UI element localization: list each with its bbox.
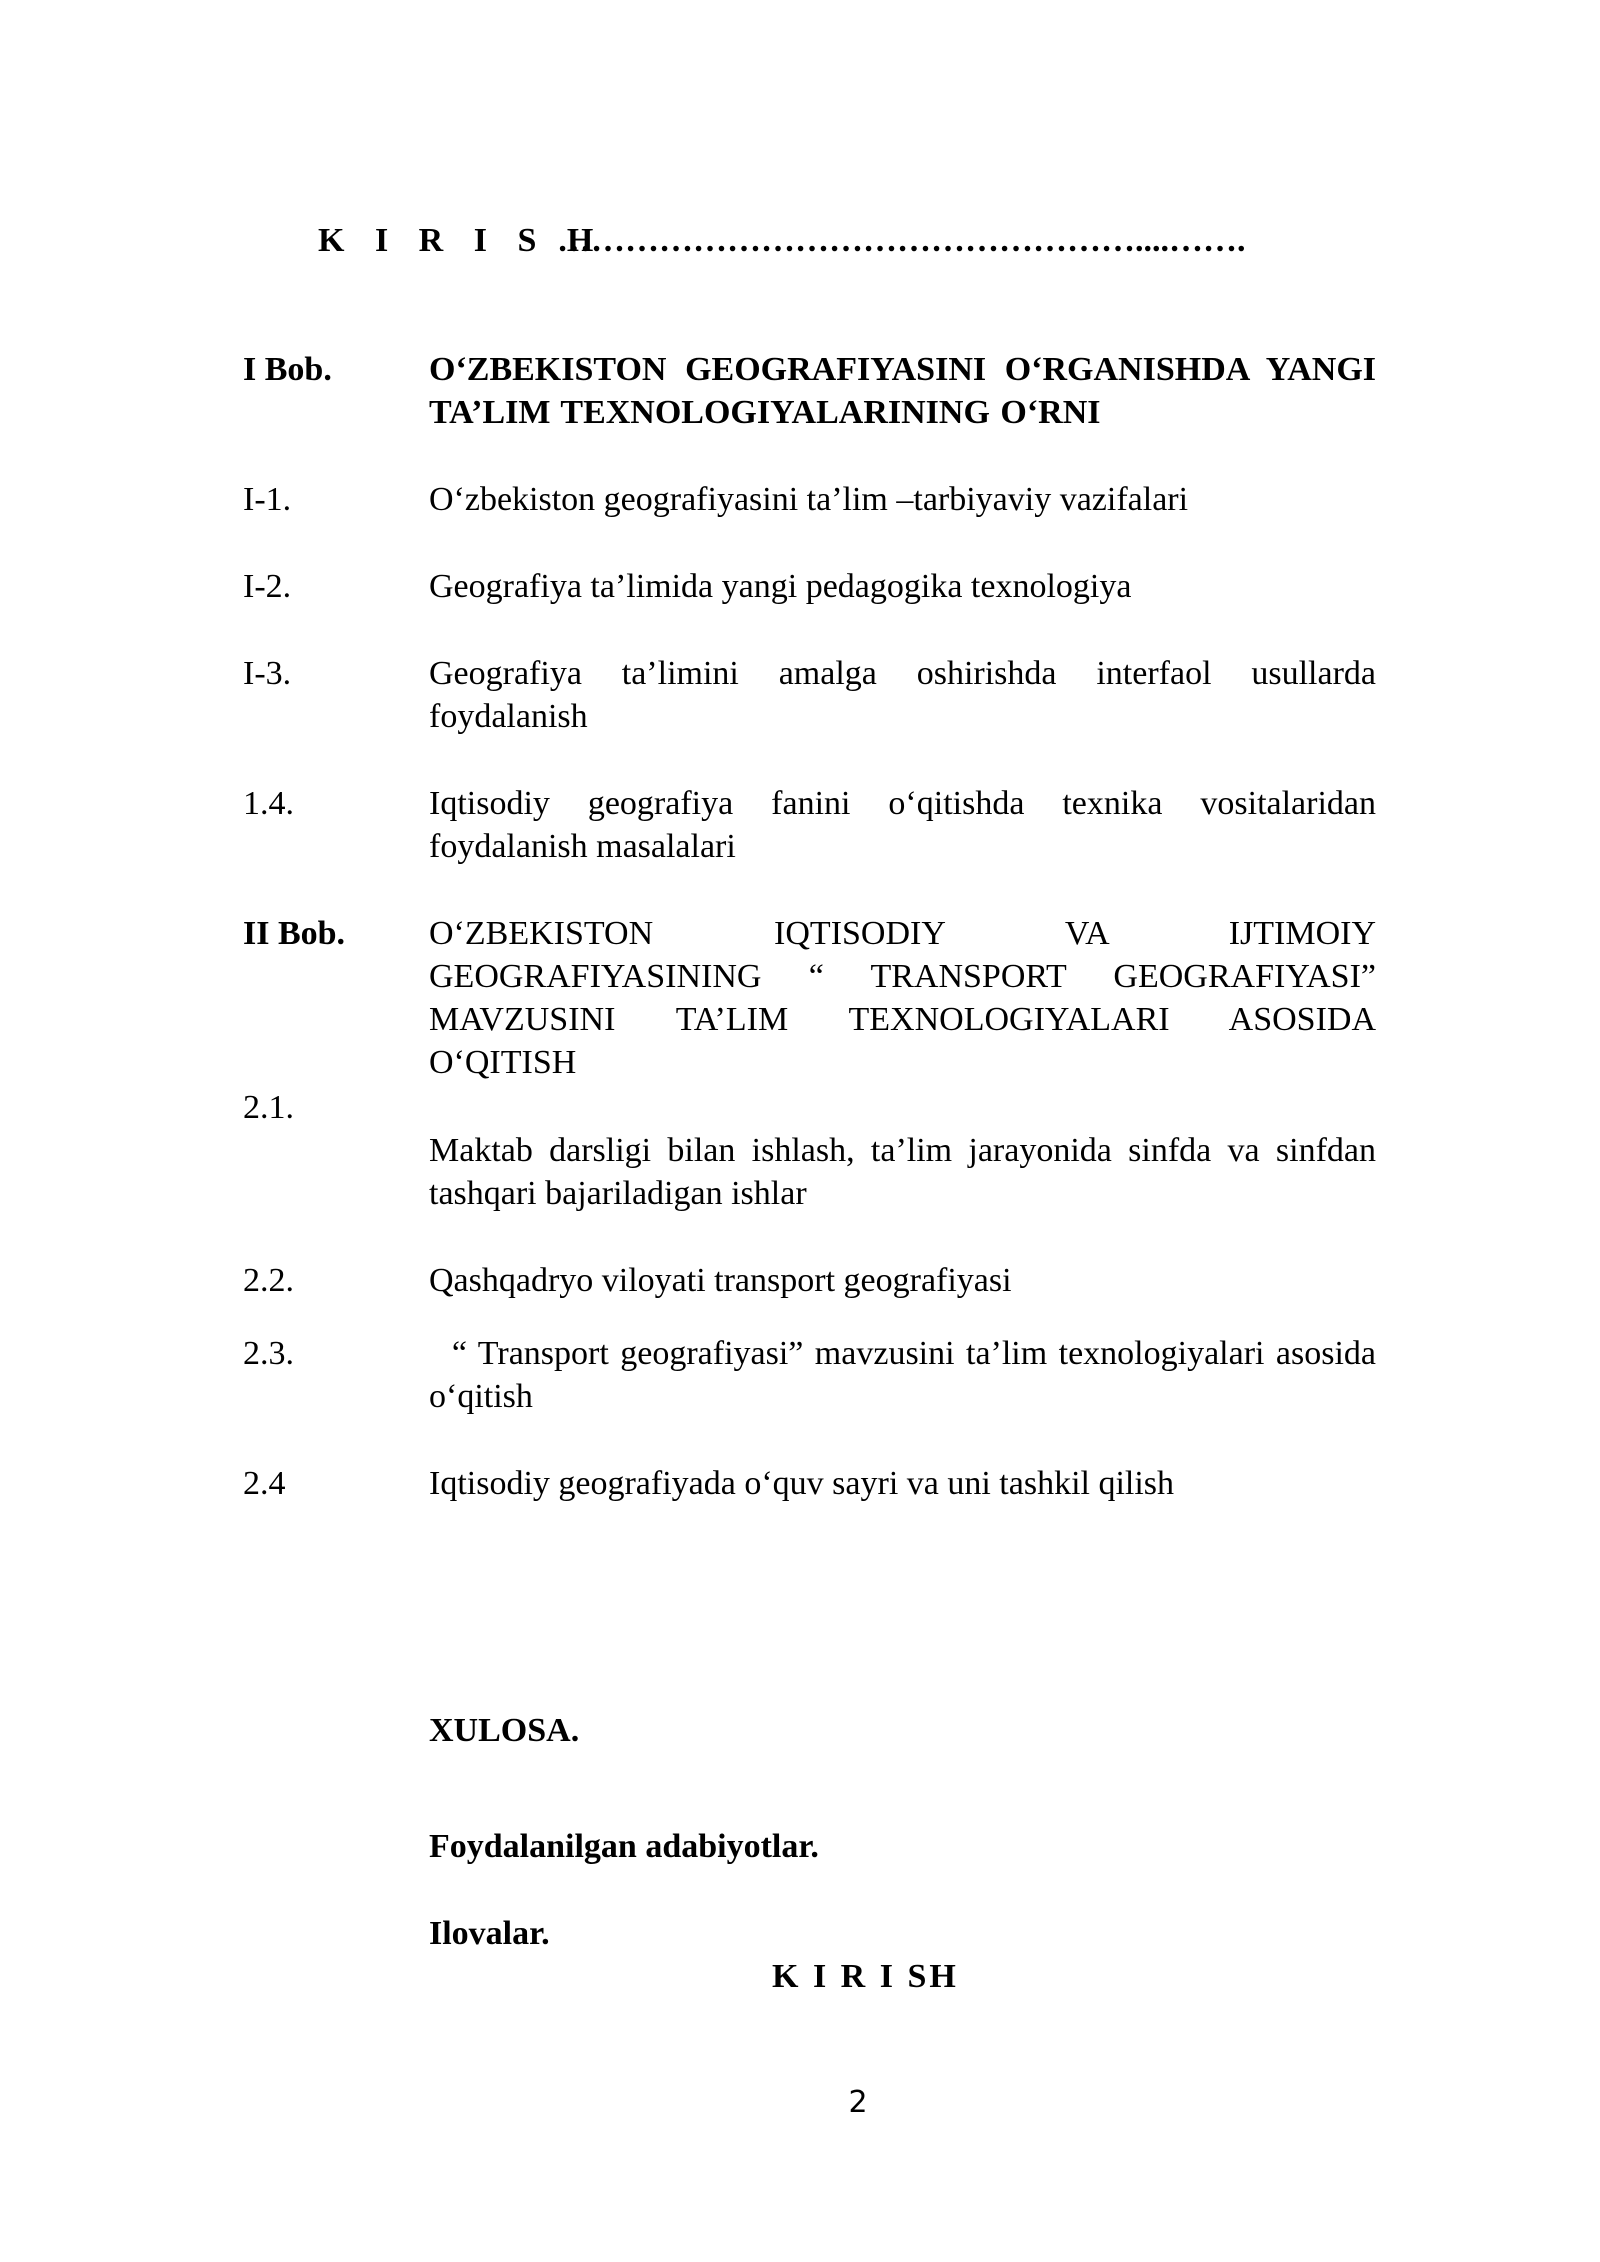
section-1-2-number: I-2. (243, 568, 292, 605)
section-2-1-number: 2.1. (243, 1089, 294, 1126)
section-1-3-number: I-3. (243, 655, 292, 692)
section-2-4-title: Iqtisodiy geografiyada o‘quv sayri va uni tashkil qilish (429, 1465, 1175, 1502)
toc-appendices: Ilovalar. (429, 1915, 550, 1952)
section-1-3-title: Geografiya ta’limini amalga oshirishda interfaol usullarda foydalanish (429, 655, 1376, 735)
section-2-2-title: Qashqadryo viloyati transport geografiyasi (429, 1262, 1012, 1299)
chapter-2-label: II Bob. (243, 915, 346, 952)
chapter-1-title: O‘ZBEKISTON GEOGRAFIYASINI O‘RGANISHDA YANGI TA’LIM TEXNOLOGIYALARINING O‘RNI (429, 351, 1376, 431)
toc-references: Foydalanilgan adabiyotlar. (429, 1828, 819, 1865)
section-1-1-number: I-1. (243, 481, 292, 518)
intro-heading: K I R I SH (772, 1958, 959, 1995)
chapter-1-label: I Bob. (243, 351, 332, 388)
section-2-3-title: “ Transport geografiyasi” mavzusini ta’lim texnologiyalari asosida o‘qitish (429, 1335, 1385, 1415)
section-1-4-number: 1.4. (243, 785, 294, 822)
page-number: 2 (848, 2085, 868, 2120)
section-2-4-number: 2.4 (243, 1465, 286, 1502)
section-2-2-number: 2.2. (243, 1262, 294, 1299)
toc-intro-label: K I R I S H (318, 222, 605, 259)
toc-intro-dots: ……………………………………………....……. (557, 222, 1246, 259)
section-1-1-title: O‘zbekiston geografiyasini ta’lim –tarbiyaviy vazifalari (429, 481, 1189, 518)
section-1-2-title: Geografiya ta’limida yangi pedagogika texnologiya (429, 568, 1132, 605)
chapter-2-title: O‘ZBEKISTON IQTISODIY VA IJTIMOIY GEOGRAFIYASINING “ TRANSPORT GEOGRAFIYASI” MAVZUSINI TA’LIM TEXNOLOGIYALARI ASOSIDA O‘QITISH (429, 915, 1376, 1081)
toc-conclusion: XULOSA. (429, 1712, 580, 1749)
section-2-3-number: 2.3. (243, 1335, 294, 1372)
section-1-4-title: Iqtisodiy geografiya fanini o‘qitishda texnika vositalaridan foydalanish masalalari (429, 785, 1376, 865)
section-2-1-title: Maktab darsligi bilan ishlash, ta’lim jarayonida sinfda va sinfdan tashqari bajariladigan ishlar (429, 1132, 1376, 1212)
